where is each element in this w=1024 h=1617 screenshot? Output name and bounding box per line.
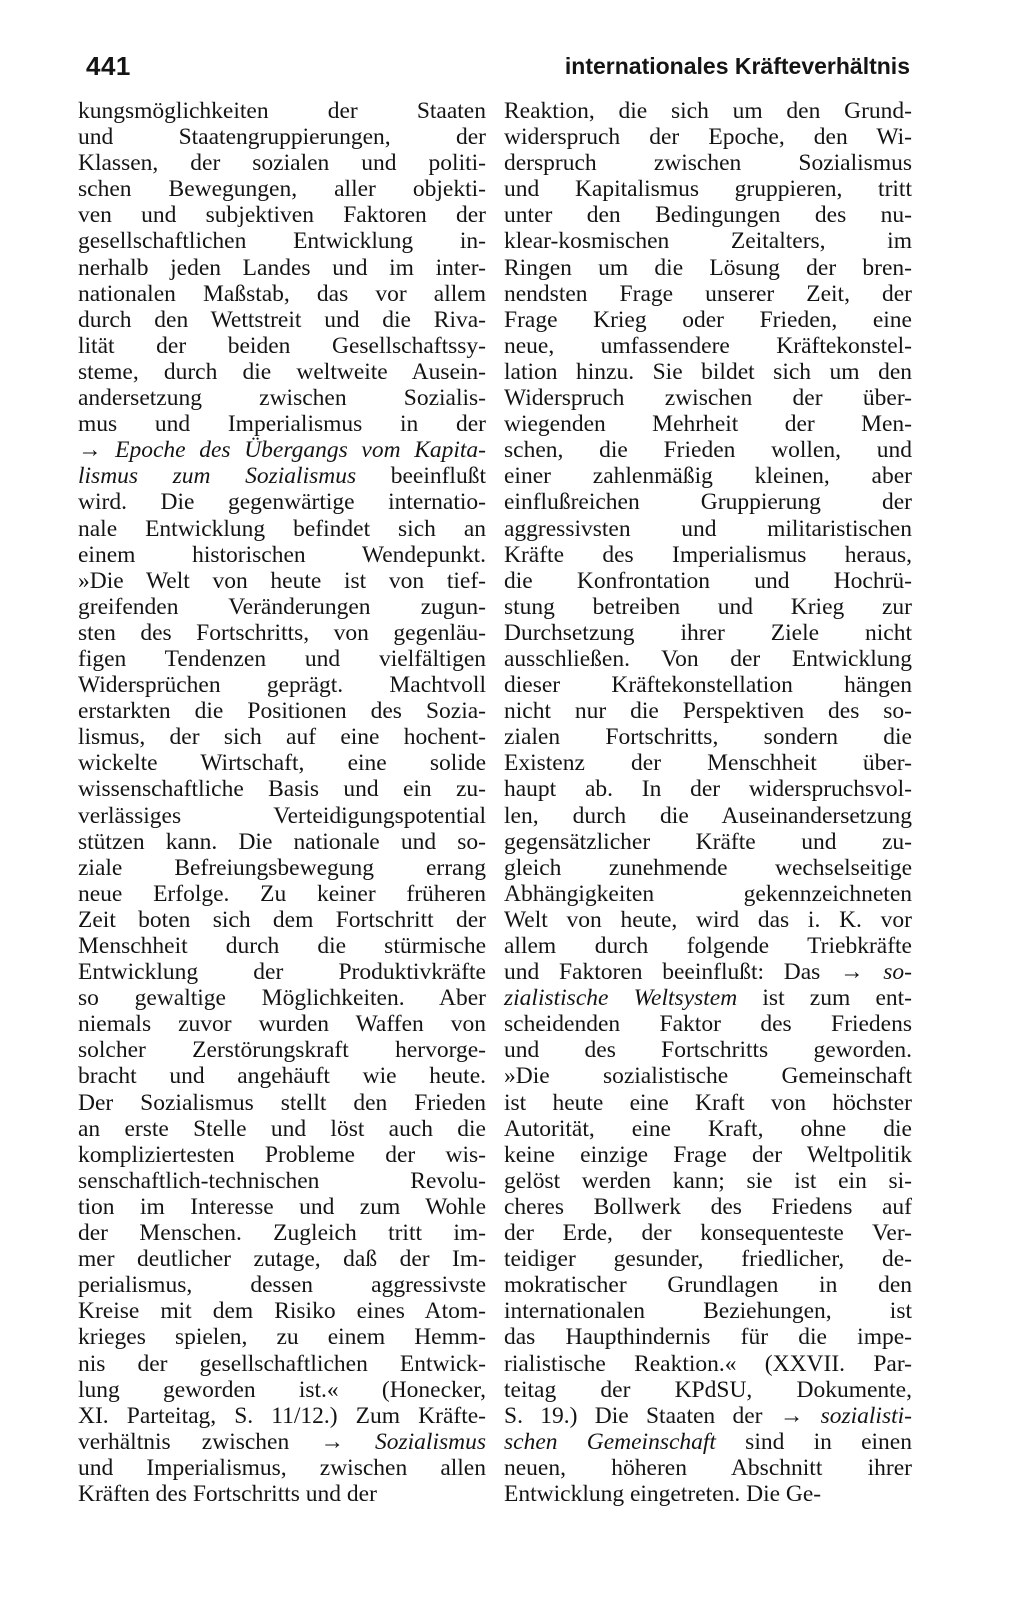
- text-line: [78, 1194, 486, 1220]
- text-line: [78, 1011, 486, 1037]
- text-segment: nendsten Frage unserer Zeit, der: [504, 280, 912, 307]
- text-line: [78, 463, 486, 489]
- text-segment: tion im Interesse und zum Wohle: [78, 1193, 486, 1220]
- text-segment: senschaftlich-technischen Revolu-: [78, 1167, 486, 1194]
- text-line: [504, 1194, 912, 1220]
- text-segment: figen Tendenzen und vielfältigen: [78, 645, 486, 672]
- text-segment: der Menschen. Zugleich tritt im-: [78, 1220, 486, 1247]
- text-line: [78, 255, 486, 281]
- text-line: [78, 385, 486, 411]
- text-line: [504, 1298, 912, 1324]
- text-line: [78, 646, 486, 672]
- text-segment: einem historischen Wendepunkt.: [78, 541, 486, 568]
- text-segment: bracht und angehäuft wie heute.: [78, 1063, 486, 1090]
- text-line: [504, 385, 912, 411]
- text-line: [78, 1037, 486, 1063]
- text-segment: teidiger gesunder, friedlicher, de-: [504, 1246, 912, 1273]
- text-segment: wiegenden Mehrheit der Men-: [504, 411, 912, 438]
- text-line: [504, 516, 912, 542]
- text-segment: schen, die Frieden wollen, und: [504, 437, 912, 464]
- text-segment: unter den Bedingungen des nu-: [504, 202, 912, 229]
- text-line: [78, 333, 486, 359]
- text-segment: und Imperialismus, zwischen allen: [78, 1454, 486, 1481]
- text-segment: Reaktion, die sich um den Grund-: [504, 98, 912, 124]
- text-segment: gegensätzlicher Kräfte und zu-: [504, 828, 912, 855]
- text-segment: kungsmöglichkeiten der Staaten: [78, 98, 486, 124]
- text-line: [504, 255, 912, 281]
- text-segment: lung geworden ist.« (Honecker,: [78, 1376, 486, 1403]
- text-line: [78, 1324, 486, 1350]
- text-segment: aggressivsten und militaristischen: [504, 515, 912, 542]
- text-line: [78, 1246, 486, 1272]
- text-line: [504, 1168, 912, 1194]
- text-segment: S. 19.) Die Staaten der →: [504, 1402, 821, 1429]
- text-line: [504, 1246, 912, 1272]
- text-line: [78, 1116, 486, 1142]
- text-segment: mer deutlicher zutage, daß der Im-: [78, 1246, 486, 1273]
- text-line: [78, 1063, 486, 1089]
- text-segment: Kräfte des Imperialismus heraus,: [504, 541, 912, 568]
- text-line: [78, 307, 486, 333]
- text-line: [504, 985, 912, 1011]
- text-line: [504, 1429, 912, 1455]
- text-line: [78, 1377, 486, 1403]
- text-segment: Entwicklung der Produktivkräfte: [78, 959, 486, 986]
- text-segment: ven und subjektiven Faktoren der: [78, 202, 486, 229]
- text-segment: klear-kosmischen Zeitalters, im: [504, 228, 912, 255]
- text-line: [78, 750, 486, 776]
- text-segment: widerspruch der Epoche, den Wi-: [504, 124, 912, 151]
- text-line: [504, 698, 912, 724]
- text-line: [504, 933, 912, 959]
- text-line: [78, 959, 486, 985]
- text-line: [504, 1011, 912, 1037]
- text-segment: stützen kann. Die nationale und so-: [78, 828, 486, 855]
- text-line: [504, 1063, 912, 1089]
- text-segment: beeinflußt: [356, 463, 486, 490]
- text-line: [78, 411, 486, 437]
- text-segment: perialismus, dessen aggressivste: [78, 1272, 486, 1299]
- text-line: [504, 776, 912, 802]
- text-segment: sten des Fortschritts, von gegenläu-: [78, 619, 486, 646]
- text-line: [78, 907, 486, 933]
- text-segment: und Kapitalismus gruppieren, tritt: [504, 176, 912, 203]
- text-segment: Kräften des Fortschritts und der: [78, 1480, 377, 1507]
- text-segment: Der Sozialismus stellt den Frieden: [78, 1089, 486, 1116]
- text-line: [78, 124, 486, 150]
- text-segment: derspruch zwischen Sozialismus: [504, 150, 912, 177]
- text-segment: zialen Fortschritts, sondern die: [504, 724, 912, 751]
- text-segment: ist zum ent-: [737, 985, 912, 1012]
- text-segment: Widersprüchen geprägt. Machtvoll: [78, 672, 486, 699]
- text-segment: ziale Befreiungsbewegung errang: [78, 854, 486, 881]
- text-line: [78, 672, 486, 698]
- text-line: [504, 672, 912, 698]
- text-segment: und Faktoren beeinflußt: Das →: [504, 959, 884, 986]
- italic-reference: lismus zum Sozialismus: [78, 463, 357, 490]
- text-segment: verhältnis zwischen →: [78, 1428, 375, 1455]
- text-line: [78, 985, 486, 1011]
- text-line: [504, 881, 912, 907]
- text-segment: dieser Kräftekonstellation hängen: [504, 672, 912, 699]
- text-segment: Welt von heute, wird das i. K. vor: [504, 906, 912, 933]
- text-segment: neuen, höheren Abschnitt ihrer: [504, 1454, 912, 1481]
- text-line: [78, 516, 486, 542]
- italic-reference: sozialisti-: [820, 1402, 912, 1429]
- text-line: [504, 176, 912, 202]
- text-line: [78, 228, 486, 254]
- text-line: [78, 1403, 486, 1429]
- text-line: [78, 1168, 486, 1194]
- text-line: [78, 1481, 486, 1507]
- text-line: [504, 281, 912, 307]
- text-line: [78, 698, 486, 724]
- text-segment: Kreise mit dem Risiko eines Atom-: [78, 1298, 486, 1325]
- text-line: [78, 489, 486, 515]
- text-line: [78, 1298, 486, 1324]
- text-line: [504, 1481, 912, 1507]
- text-segment: neue Erfolge. Zu keiner früheren: [78, 880, 486, 907]
- text-segment: der Erde, der konsequenteste Ver-: [504, 1220, 912, 1247]
- text-segment: einer zahlenmäßig kleinen, aber: [504, 463, 912, 490]
- text-segment: durch den Wettstreit und die Riva-: [78, 306, 486, 333]
- text-line: [78, 202, 486, 228]
- text-line: [78, 1351, 486, 1377]
- text-line: [504, 1455, 912, 1481]
- text-line: [78, 1429, 486, 1455]
- italic-reference: zialistische Weltsystem: [504, 985, 738, 1012]
- text-line: [78, 1220, 486, 1246]
- text-segment: gleich zunehmende wechselseitige: [504, 854, 912, 881]
- text-segment: cheres Bollwerk des Friedens auf: [504, 1193, 912, 1220]
- text-line: [504, 150, 912, 176]
- text-line: [504, 411, 912, 437]
- text-segment: sind in einen: [715, 1428, 912, 1455]
- text-segment: schen Bewegungen, aller objekti-: [78, 176, 486, 203]
- left-text-column: [78, 98, 486, 1507]
- text-segment: keine einzige Frage der Weltpolitik: [504, 1141, 912, 1168]
- text-segment: Frage Krieg oder Frieden, eine: [504, 306, 912, 333]
- text-line: [504, 542, 912, 568]
- text-segment: teitag der KPdSU, Dokumente,: [504, 1376, 912, 1403]
- text-line: [78, 1142, 486, 1168]
- text-segment: Abhängigkeiten gekennzeichneten: [504, 880, 912, 907]
- text-segment: nale Entwicklung befindet sich an: [78, 515, 486, 542]
- text-line: [78, 176, 486, 202]
- italic-reference: so-: [883, 959, 912, 986]
- text-line: [504, 202, 912, 228]
- text-segment: mokratischer Grundlagen in den: [504, 1272, 912, 1299]
- text-line: [504, 1377, 912, 1403]
- text-line: [504, 359, 912, 385]
- text-segment: nerhalb jeden Landes und im inter-: [78, 254, 486, 281]
- text-segment: gelöst werden kann; sie ist ein si-: [504, 1167, 912, 1194]
- text-segment: ist heute eine Kraft von höchster: [504, 1089, 912, 1116]
- text-segment: Ringen um die Lösung der bren-: [504, 254, 912, 281]
- text-segment: nationalen Maßstab, das vor allem: [78, 280, 486, 307]
- text-line: [504, 646, 912, 672]
- text-segment: steme, durch die weltweite Ausein-: [78, 358, 486, 385]
- text-segment: solcher Zerstörungskraft hervorge-: [78, 1037, 486, 1064]
- text-segment: nicht nur die Perspektiven des so-: [504, 698, 912, 725]
- text-line: [504, 1220, 912, 1246]
- text-segment: und Staatengruppierungen, der: [78, 124, 486, 151]
- text-line: [504, 724, 912, 750]
- text-line: [504, 124, 912, 150]
- text-line: [504, 1272, 912, 1298]
- text-segment: Durchsetzung ihrer Ziele nicht: [504, 619, 912, 646]
- text-line: [504, 568, 912, 594]
- text-line: [78, 594, 486, 620]
- text-line: [78, 98, 486, 124]
- text-line: [504, 959, 912, 985]
- text-line: [78, 933, 486, 959]
- text-line: [504, 1116, 912, 1142]
- text-line: [504, 1090, 912, 1116]
- text-segment: an erste Stelle und löst auch die: [78, 1115, 486, 1142]
- text-segment: Klassen, der sozialen und politi-: [78, 150, 486, 177]
- text-line: [504, 1403, 912, 1429]
- text-segment: nis der gesellschaftlichen Entwick-: [78, 1350, 486, 1377]
- text-line: [78, 776, 486, 802]
- text-segment: Existenz der Menschheit über-: [504, 750, 912, 777]
- text-line: [78, 281, 486, 307]
- text-segment: einflußreichen Gruppierung der: [504, 489, 912, 516]
- text-line: [504, 489, 912, 515]
- text-segment: lität der beiden Gesellschaftssy-: [78, 332, 486, 359]
- running-head: internationales Kräfteverhältnis: [564, 53, 910, 79]
- text-line: [504, 463, 912, 489]
- text-segment: rialistische Reaktion.« (XXVII. Par-: [504, 1350, 912, 1377]
- text-segment: mus und Imperialismus in der: [78, 411, 486, 438]
- text-segment: »Die sozialistische Gemeinschaft: [504, 1063, 912, 1090]
- text-line: [78, 568, 486, 594]
- text-segment: verlässiges Verteidigungspotential: [78, 802, 486, 829]
- text-line: [78, 437, 486, 463]
- text-line: [78, 829, 486, 855]
- text-segment: ausschließen. Von der Entwicklung: [504, 645, 912, 672]
- text-segment: lation hinzu. Sie bildet sich um den: [504, 358, 912, 385]
- text-line: [504, 855, 912, 881]
- text-line: [78, 1272, 486, 1298]
- text-segment: Entwicklung eingetreten. Die Ge-: [504, 1480, 822, 1507]
- text-line: [504, 829, 912, 855]
- text-segment: Zeit boten sich dem Fortschritt der: [78, 906, 486, 933]
- text-line: [504, 1324, 912, 1350]
- text-line: [78, 359, 486, 385]
- text-line: [78, 724, 486, 750]
- text-segment: krieges spielen, zu einem Hemm-: [78, 1324, 486, 1351]
- text-line: [78, 620, 486, 646]
- text-segment: das Haupthindernis für die impe-: [504, 1324, 912, 1351]
- text-line: [78, 855, 486, 881]
- text-line: [78, 1090, 486, 1116]
- text-segment: haupt ab. In der widerspruchsvol-: [504, 776, 912, 803]
- italic-reference: Sozialismus: [375, 1428, 486, 1455]
- text-line: [78, 1455, 486, 1481]
- right-text-column: [504, 98, 912, 1507]
- text-line: [504, 750, 912, 776]
- text-line: [504, 307, 912, 333]
- text-line: [504, 803, 912, 829]
- text-segment: die Konfrontation und Hochrü-: [504, 567, 912, 594]
- text-segment: scheidenden Faktor des Friedens: [504, 1011, 912, 1038]
- text-segment: niemals zuvor wurden Waffen von: [78, 1011, 486, 1038]
- text-segment: Autorität, eine Kraft, ohne die: [504, 1115, 912, 1142]
- italic-reference: Epoche des Übergangs vom Kapita-: [115, 437, 486, 464]
- text-segment: len, durch die Auseinandersetzung: [504, 802, 912, 829]
- text-segment: →: [78, 437, 116, 464]
- text-segment: wickelte Wirtschaft, eine solide: [78, 750, 486, 777]
- text-segment: gesellschaftlichen Entwicklung in-: [78, 228, 486, 255]
- text-line: [504, 228, 912, 254]
- text-segment: »Die Welt von heute ist von tief-: [78, 567, 486, 594]
- text-segment: andersetzung zwischen Sozialis-: [78, 385, 486, 412]
- page-number: 441: [86, 51, 131, 81]
- text-line: [504, 907, 912, 933]
- text-segment: kompliziertesten Probleme der wis-: [78, 1141, 486, 1168]
- text-line: [78, 150, 486, 176]
- text-line: [78, 542, 486, 568]
- text-line: [504, 1037, 912, 1063]
- text-segment: allem durch folgende Triebkräfte: [504, 933, 912, 959]
- text-line: [504, 620, 912, 646]
- text-segment: wissenschaftliche Basis und ein zu-: [78, 776, 486, 803]
- text-segment: erstarkten die Positionen des Sozia-: [78, 698, 486, 725]
- text-line: [504, 333, 912, 359]
- text-segment: so gewaltige Möglichkeiten. Aber: [78, 985, 486, 1012]
- text-segment: XI. Parteitag, S. 11/12.) Zum Kräfte-: [78, 1402, 486, 1429]
- italic-reference: schen Gemeinschaft: [504, 1428, 716, 1455]
- text-line: [504, 98, 912, 124]
- text-line: [504, 1142, 912, 1168]
- text-segment: Widerspruch zwischen der über-: [504, 385, 912, 412]
- text-segment: internationalen Beziehungen, ist: [504, 1298, 912, 1325]
- text-line: [78, 881, 486, 907]
- text-segment: lismus, der sich auf eine hochent-: [78, 724, 486, 751]
- text-line: [504, 1351, 912, 1377]
- text-segment: stung betreiben und Krieg zur: [504, 593, 912, 620]
- text-segment: wird. Die gegenwärtige internatio-: [78, 489, 486, 516]
- text-line: [504, 437, 912, 463]
- text-segment: und des Fortschritts geworden.: [504, 1037, 912, 1064]
- text-segment: neue, umfassendere Kräftekonstel-: [504, 332, 912, 359]
- text-line: [504, 594, 912, 620]
- text-segment: Menschheit durch die stürmische: [78, 933, 486, 959]
- text-segment: greifenden Veränderungen zugun-: [78, 593, 486, 620]
- text-line: [78, 803, 486, 829]
